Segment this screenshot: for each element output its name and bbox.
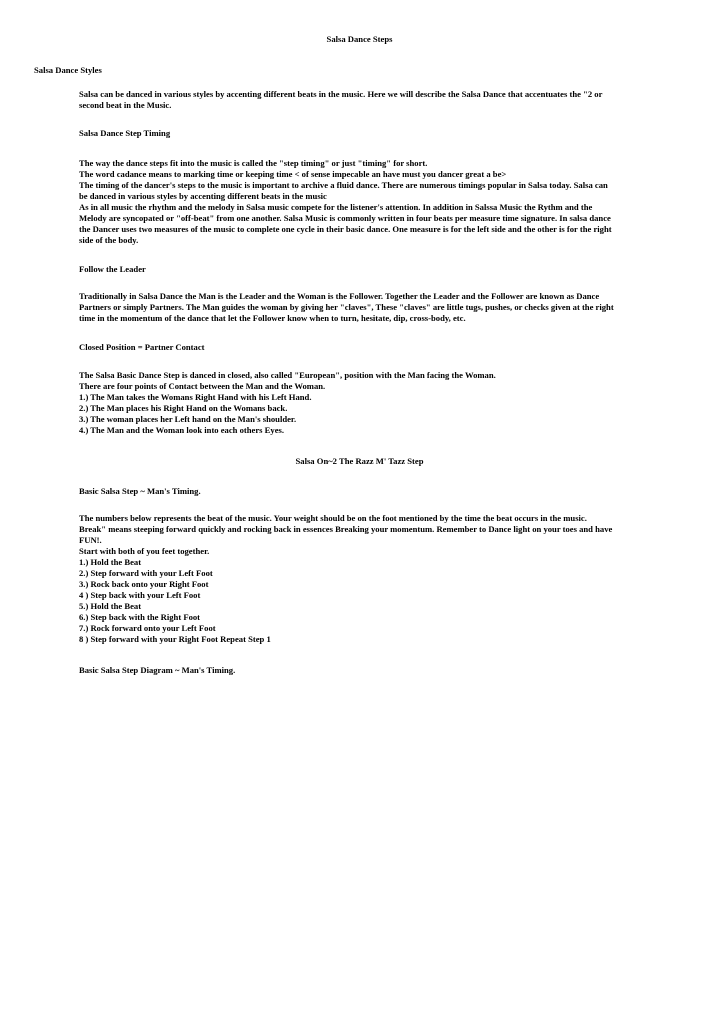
list-item: 6.) Step back with the Right Foot bbox=[79, 612, 201, 622]
paragraph-line: Break" means steeping forward quickly and rocking back in essences Breaking your momentum. Remember to Dance light on your toes and have bbox=[79, 524, 613, 534]
intro-paragraph bbox=[79, 89, 685, 111]
timing-paragraph bbox=[79, 158, 685, 246]
leader-paragraph bbox=[79, 291, 685, 324]
paragraph-line: Traditionally in Salsa Dance the Man is the Leader and the Woman is the Follower. Together the Leader and the Follower are known as Dance bbox=[79, 291, 600, 301]
paragraph-line: be danced in various styles by accenting different beats in the music bbox=[79, 191, 327, 201]
list-item: 3.) The woman places her Left hand on the Man's shoulder. bbox=[79, 414, 297, 424]
list-item: 8 ) Step forward with your Right Foot Repeat Step 1 bbox=[79, 634, 271, 644]
list-item: 1.) Hold the Beat bbox=[79, 557, 142, 567]
list-item: 5.) Hold the Beat bbox=[79, 601, 142, 611]
document-title: Salsa Dance Steps bbox=[326, 34, 393, 44]
paragraph-line: The way the dance steps fit into the music is called the "step timing" or just "timing" for short. bbox=[79, 158, 428, 168]
list-item: 4.) The Man and the Woman look into each others Eyes. bbox=[79, 425, 284, 435]
paragraph-line: side of the body. bbox=[79, 235, 139, 245]
closed-position-paragraph bbox=[79, 370, 685, 436]
basic-step-heading: Basic Salsa Step ~ Man's Timing. bbox=[79, 486, 201, 496]
paragraph-line: second beat in the Music. bbox=[79, 100, 172, 110]
list-item: 4 ) Step back with your Left Foot bbox=[79, 590, 201, 600]
diagram-heading: Basic Salsa Step Diagram ~ Man's Timing. bbox=[79, 665, 236, 675]
list-item: 7.) Rock forward onto your Left Foot bbox=[79, 623, 216, 633]
section-title: Salsa Dance Styles bbox=[34, 65, 102, 75]
paragraph-line: The numbers below represents the beat of the music. Your weight should be on the foot mentioned by the time the beat occurs in the music. bbox=[79, 513, 587, 523]
basic-step-paragraph bbox=[79, 513, 685, 645]
paragraph-line: FUN!. bbox=[79, 535, 102, 545]
paragraph-line: The word cadance means to marking time or keeping time < of sense impecable an have must you dancer great a be> bbox=[79, 169, 507, 179]
paragraph-line: Salsa can be danced in various styles by accenting different beats in the music. Here we will describe the Salsa Dance that accentuates the "2 or bbox=[79, 89, 603, 99]
closed-position-heading: Closed Position = Partner Contact bbox=[79, 342, 205, 352]
paragraph-line: As in all music the rhythm and the melody in Salsa music compete for the listener's attention. In addition in Salssa Music the Rythm and the bbox=[79, 202, 593, 212]
list-item: 2.) Step forward with your Left Foot bbox=[79, 568, 213, 578]
paragraph-line: There are four points of Contact between the Man and the Woman. bbox=[79, 381, 326, 391]
paragraph-line: The Salsa Basic Dance Step is danced in closed, also called "European", position with the Man facing the Woman. bbox=[79, 370, 496, 380]
paragraph-line: the Dancer uses two measures of the music to complete one cycle in their basic dance. One measure is for the left side and the other is for the right bbox=[79, 224, 612, 234]
list-item: 1.) The Man takes the Womans Right Hand with his Left Hand. bbox=[79, 392, 312, 402]
razz-tazz-heading: Salsa On~2 The Razz M' Tazz Step bbox=[295, 456, 424, 466]
paragraph-line: Start with both of you feet together. bbox=[79, 546, 210, 556]
leader-heading: Follow the Leader bbox=[79, 264, 146, 274]
paragraph-line: Partners or simply Partners. The Man guides the woman by giving her "claves", These "claves" are little tugs, pushes, or checks given at the right bbox=[79, 302, 614, 312]
paragraph-line: Melody are syncopated or "off-beat" from one another. Salsa Music is commonly written in four beats per measure time signature. In salsa dance bbox=[79, 213, 611, 223]
list-item: 3.) Rock back onto your Right Foot bbox=[79, 579, 209, 589]
timing-heading: Salsa Dance Step Timing bbox=[79, 128, 171, 138]
paragraph-line: time in the momentum of the dance that let the Follower know when to turn, hesitate, dip, cross-body, etc. bbox=[79, 313, 466, 323]
paragraph-line: The timing of the dancer's steps to the music is important to archive a fluid dance. There are numerous timings popular in Salsa today. Salsa can bbox=[79, 180, 608, 190]
list-item: 2.) The Man places his Right Hand on the Womans back. bbox=[79, 403, 288, 413]
